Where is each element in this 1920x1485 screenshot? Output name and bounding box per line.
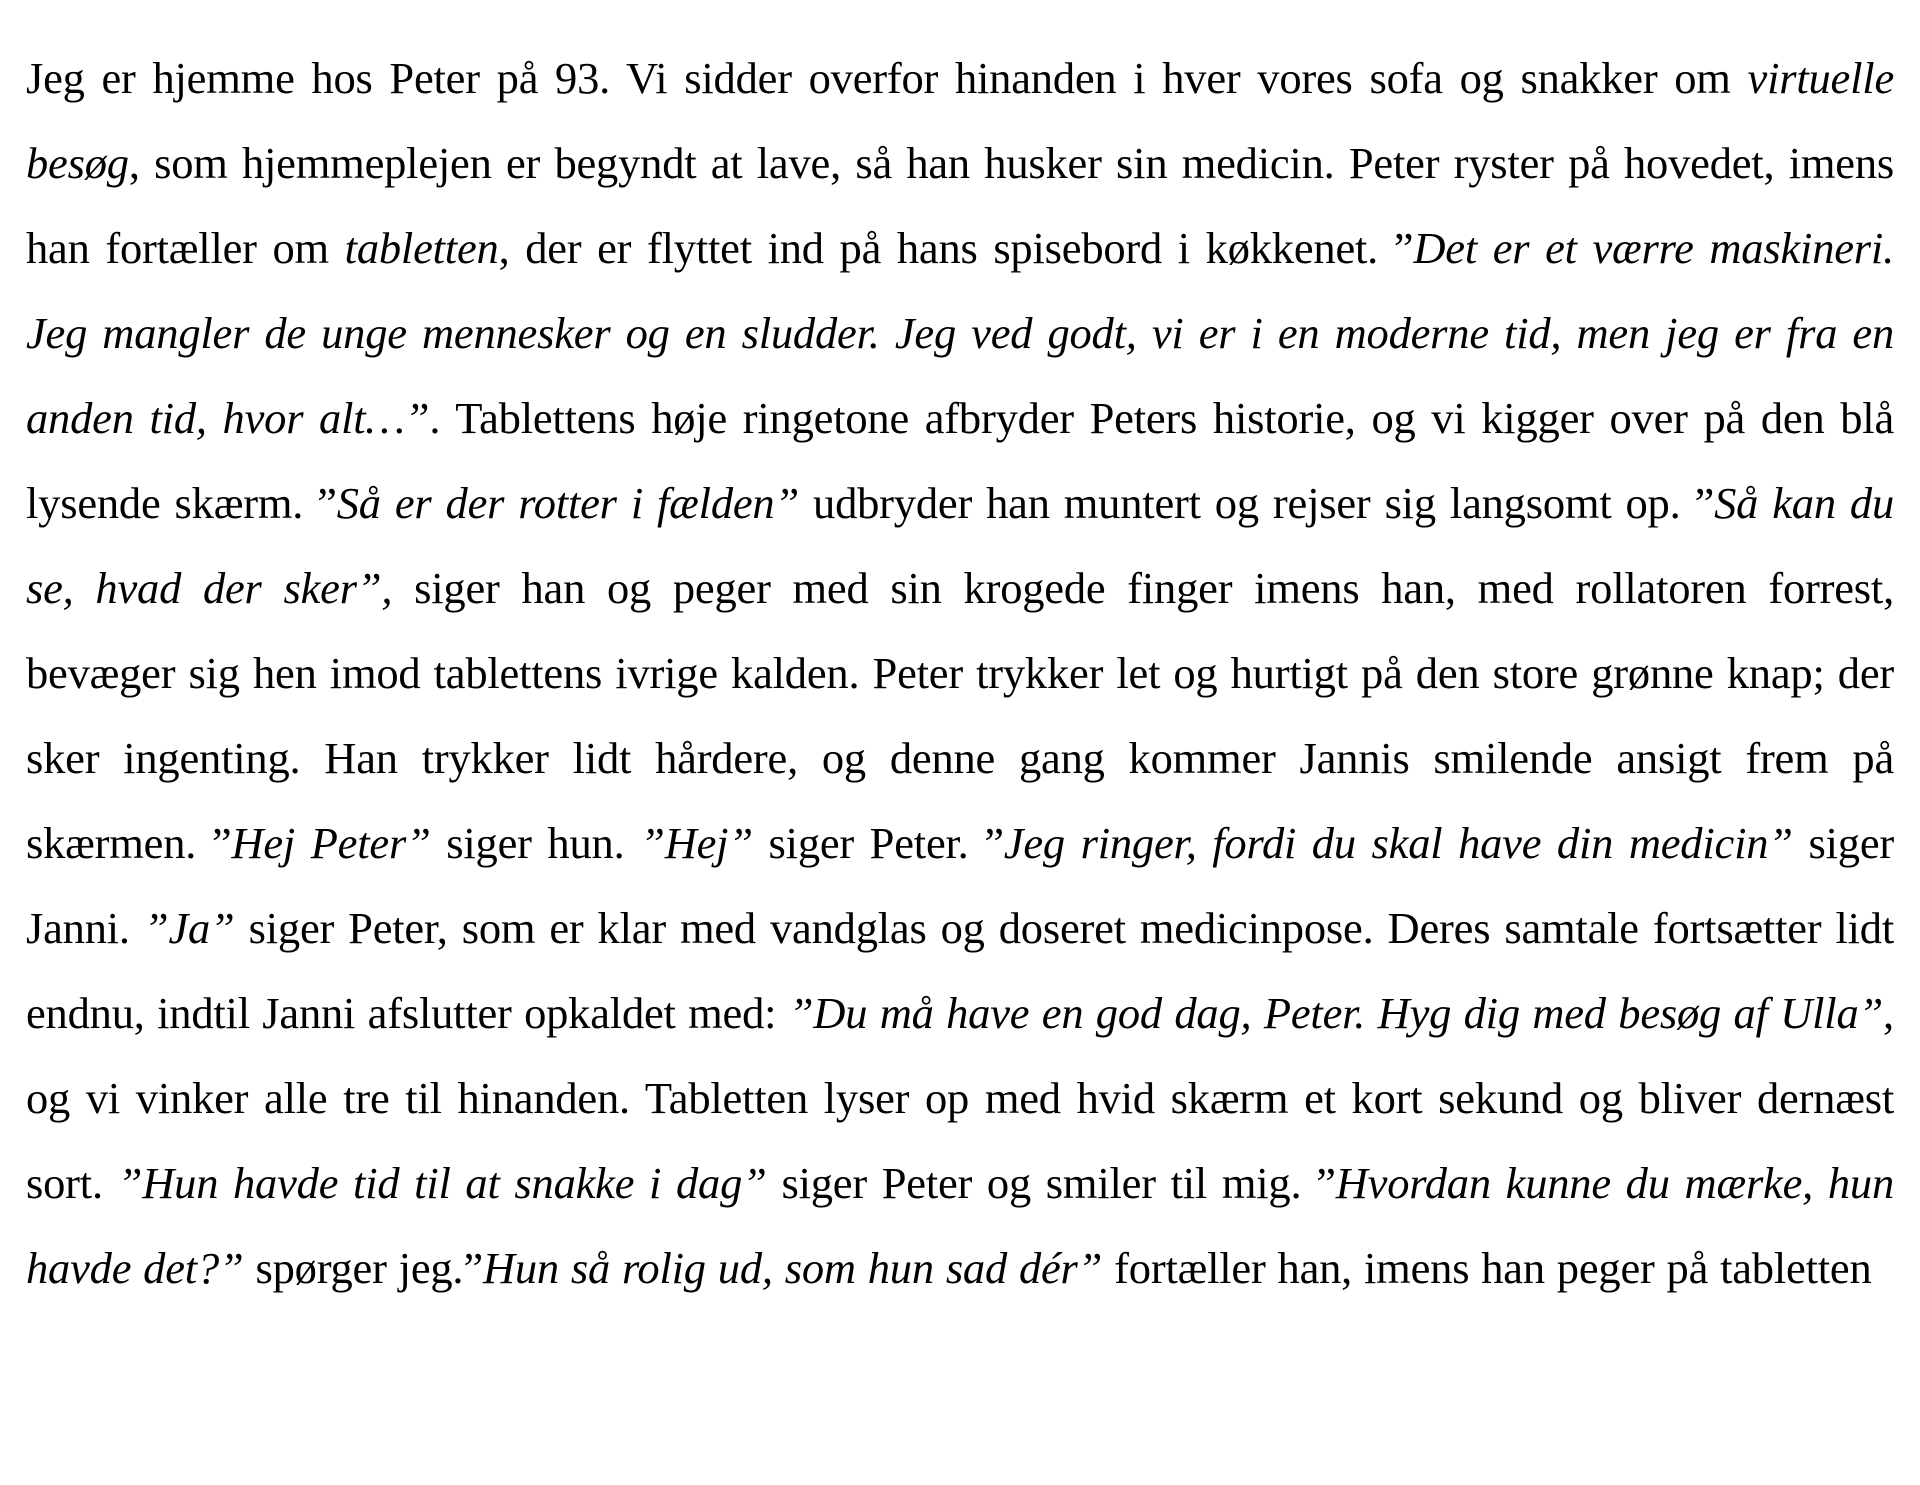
italic-text-run: ”Hun havde tid til at snakke i dag” — [117, 1158, 767, 1208]
text-run: siger Janni. — [26, 818, 1894, 953]
text-run: Jeg er hjemme hos Peter på 93. Vi sidder overfor hinanden i hver vores sofa og snakker om — [26, 53, 1748, 103]
text-run: siger Peter. ” — [752, 818, 1004, 868]
italic-text-run: Så er der rotter i fælden” — [336, 478, 800, 528]
text-run: siger Peter, som er klar med vandglas og doseret medicinpose. Deres samtale fortsætter lidt endnu, indtil Janni afslutter opkaldet med: — [26, 903, 1894, 1038]
text-run: , der er flyttet ind på hans spisebord i køkkenet. ” — [498, 223, 1414, 273]
italic-text-run: ”Du må have en god dag, Peter. Hyg dig med besøg af Ulla” — [788, 988, 1884, 1038]
italic-text-run: Hej Peter” — [231, 818, 431, 868]
text-run: , og vi vinker alle tre til hinanden. Tabletten lyser op med hvid skærm et kort sekund og bliver dernæst sort. — [26, 988, 1894, 1208]
italic-text-run: Hvordan kunne du mærke, hun havde det?” — [26, 1158, 1895, 1293]
italic-text-run: Så kan du se, hvad der sker”, — [26, 478, 1895, 613]
text-run: spørger jeg.” — [243, 1243, 483, 1293]
italic-text-run: tabletten — [344, 223, 499, 273]
text-run: fortæller han, imens han peger på tabletten — [1102, 1243, 1872, 1293]
text-run: udbryder han muntert og rejser sig langsomt op. ” — [799, 478, 1715, 528]
text-run: siger hun. — [430, 818, 641, 868]
text-run: siger han og peger med sin krogede finger imens han, med rollatoren forrest, bevæger sig hen imod tablettens ivrige kalden. Peter trykker let og hurtigt på den store grønne knap; der sker ingenting. Han trykker lidt hårdere, og denne gang kommer Jannis smilende ansigt frem på skærmen. ” — [26, 563, 1894, 868]
italic-text-run: ”Ja” — [143, 903, 235, 953]
text-run: . Tablettens høje ringetone afbryder Peters historie, og vi kigger over på den blå lysende skærm. ” — [26, 393, 1895, 528]
text-run: siger Peter og smiler til mig. ” — [766, 1158, 1336, 1208]
italic-text-run: ”Hej” — [640, 818, 753, 868]
italic-text-run: Det er et værre maskineri. Jeg mangler de unge mennesker og en sludder. Jeg ved godt, vi er i en moderne tid, men jeg er fra en anden tid, hvor alt…” — [26, 223, 1894, 443]
text-run: , som hjemmeplejen er begyndt at lave, så han husker sin medicin. Peter ryster på hovedet, imens han fortæller om — [26, 138, 1894, 273]
italic-text-run: Hun så rolig ud, som hun sad dér” — [482, 1243, 1103, 1293]
italic-text-run: virtuelle besøg — [26, 53, 1894, 188]
italic-text-run: Jeg ringer, fordi du skal have din medicin” — [1003, 818, 1793, 868]
body-paragraph — [26, 36, 1894, 1311]
